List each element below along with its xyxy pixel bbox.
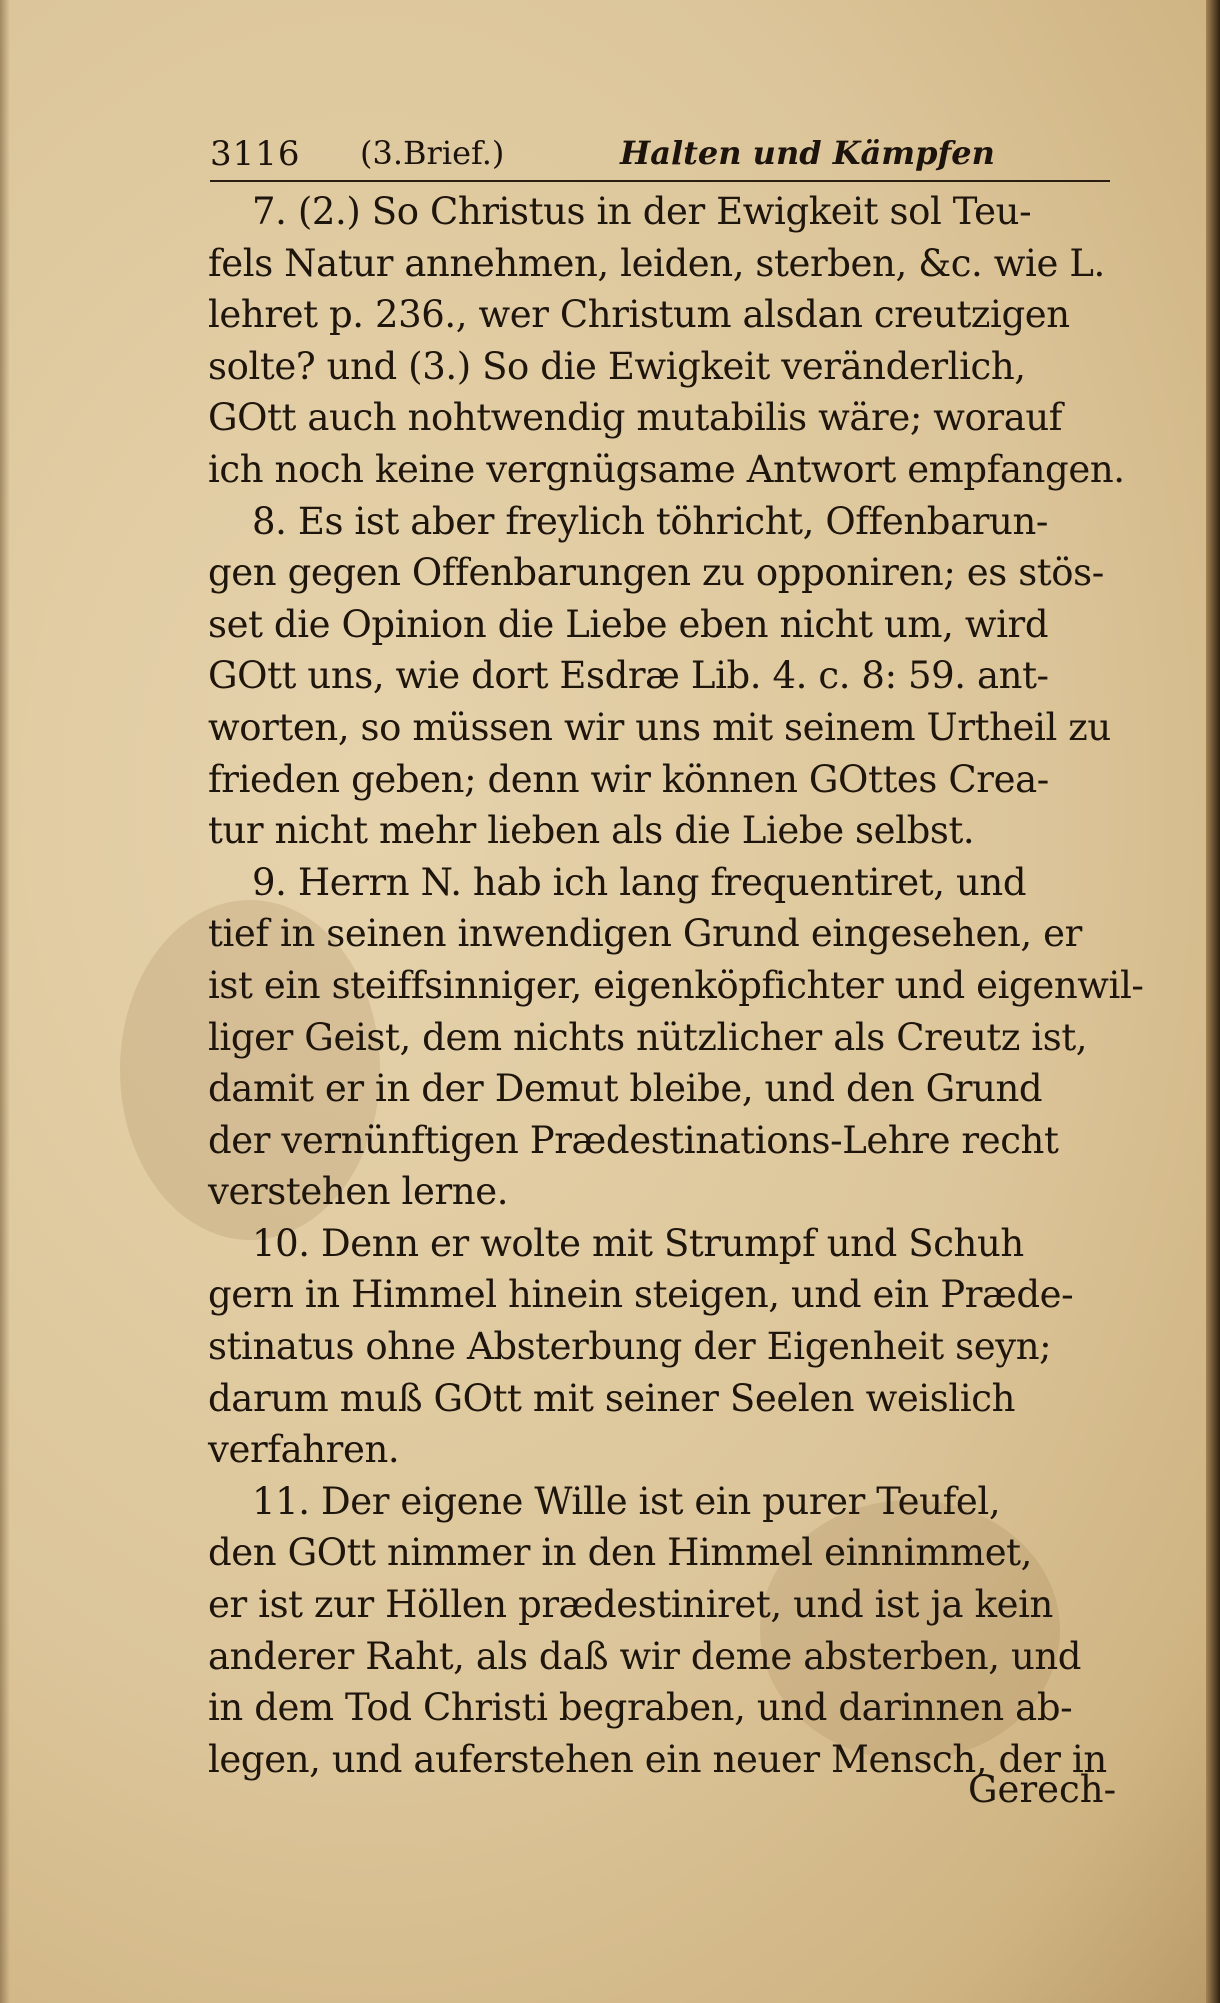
text-line: den GOtt nimmer in den Himmel einnimmet, xyxy=(208,1531,1033,1575)
text-line: worten, so müssen wir uns mit seinem Urtheil zu xyxy=(208,705,1111,749)
body-text xyxy=(208,186,1144,1785)
text-line: der vernünftigen Prædestinations-Lehre recht xyxy=(208,1118,1059,1162)
text-line: 9. Herrn N. hab ich lang frequentiret, und xyxy=(252,860,1027,904)
text-line: 7. (2.) So Christus in der Ewigkeit sol Teu- xyxy=(252,190,1032,233)
page-left-shadow xyxy=(0,0,10,2003)
text-line: tur nicht mehr lieben als die Liebe selbst. xyxy=(208,809,975,853)
text-line: er ist zur Höllen prædestiniret, und ist ja kein xyxy=(208,1583,1053,1627)
text-line: set die Opinion die Liebe eben nicht um, wird xyxy=(208,602,1049,646)
text-line: ist ein steiffsinniger, eigenköpfichter und eigenwil- xyxy=(208,963,1144,1007)
text-line: 10. Denn er wolte mit Strumpf und Schuh xyxy=(252,1221,1024,1265)
text-line: damit er in der Demut bleibe, und den Grund xyxy=(208,1067,1043,1111)
text-line: GOtt auch nohtwendig mutabilis wäre; worauf xyxy=(208,396,1063,440)
text-line: tief in seinen inwendigen Grund eingesehen, er xyxy=(208,912,1082,956)
running-title: Halten und Kämpfen xyxy=(620,134,995,172)
page-header xyxy=(210,128,1120,180)
text-line: solte? und (3.) So die Ewigkeit veränderlich, xyxy=(208,344,1026,388)
catchword: Gerech- xyxy=(968,1768,1117,1811)
text-line: 8. Es ist aber freylich töhricht, Offenbarun- xyxy=(252,499,1049,543)
text-line: verfahren. xyxy=(208,1428,400,1472)
text-line: anderer Raht, als daß wir deme absterben, und xyxy=(208,1634,1082,1678)
text-line: legen, und auferstehen ein neuer Mensch, der in xyxy=(208,1737,1107,1781)
text-line: lehret p. 236., wer Christum alsdan creutzigen xyxy=(208,293,1070,337)
text-line: darum muß GOtt mit seiner Seelen weislich xyxy=(208,1376,1015,1420)
text-line: frieden geben; denn wir können GOttes Crea- xyxy=(208,757,1049,801)
text-line: liger Geist, dem nichts nützlicher als Creutz ist, xyxy=(208,1015,1088,1059)
header-rule xyxy=(210,180,1110,182)
text-line: fels Natur annehmen, leiden, sterben, &c. wie L. xyxy=(208,241,1105,285)
text-line: gern in Himmel hinein steigen, und ein Præde- xyxy=(208,1273,1074,1317)
text-line: 11. Der eigene Wille ist ein purer Teufel, xyxy=(252,1479,1001,1523)
page-number: 3116 xyxy=(210,134,301,174)
text-line: verstehen lerne. xyxy=(208,1170,509,1214)
text-line: stinatus ohne Absterbung der Eigenheit seyn; xyxy=(208,1325,1052,1369)
text-line: in dem Tod Christi begraben, und darinnen ab- xyxy=(208,1686,1073,1730)
text-line: ich noch keine vergnügsame Antwort empfangen. xyxy=(208,447,1125,491)
page-right-edge xyxy=(1206,0,1220,2003)
text-line: GOtt uns, wie dort Esdræ Lib. 4. c. 8: 59. ant- xyxy=(208,654,1049,698)
text-line: gen gegen Offenbarungen zu opponiren; es stös- xyxy=(208,551,1104,595)
letter-reference: (3.Brief.) xyxy=(360,134,505,172)
